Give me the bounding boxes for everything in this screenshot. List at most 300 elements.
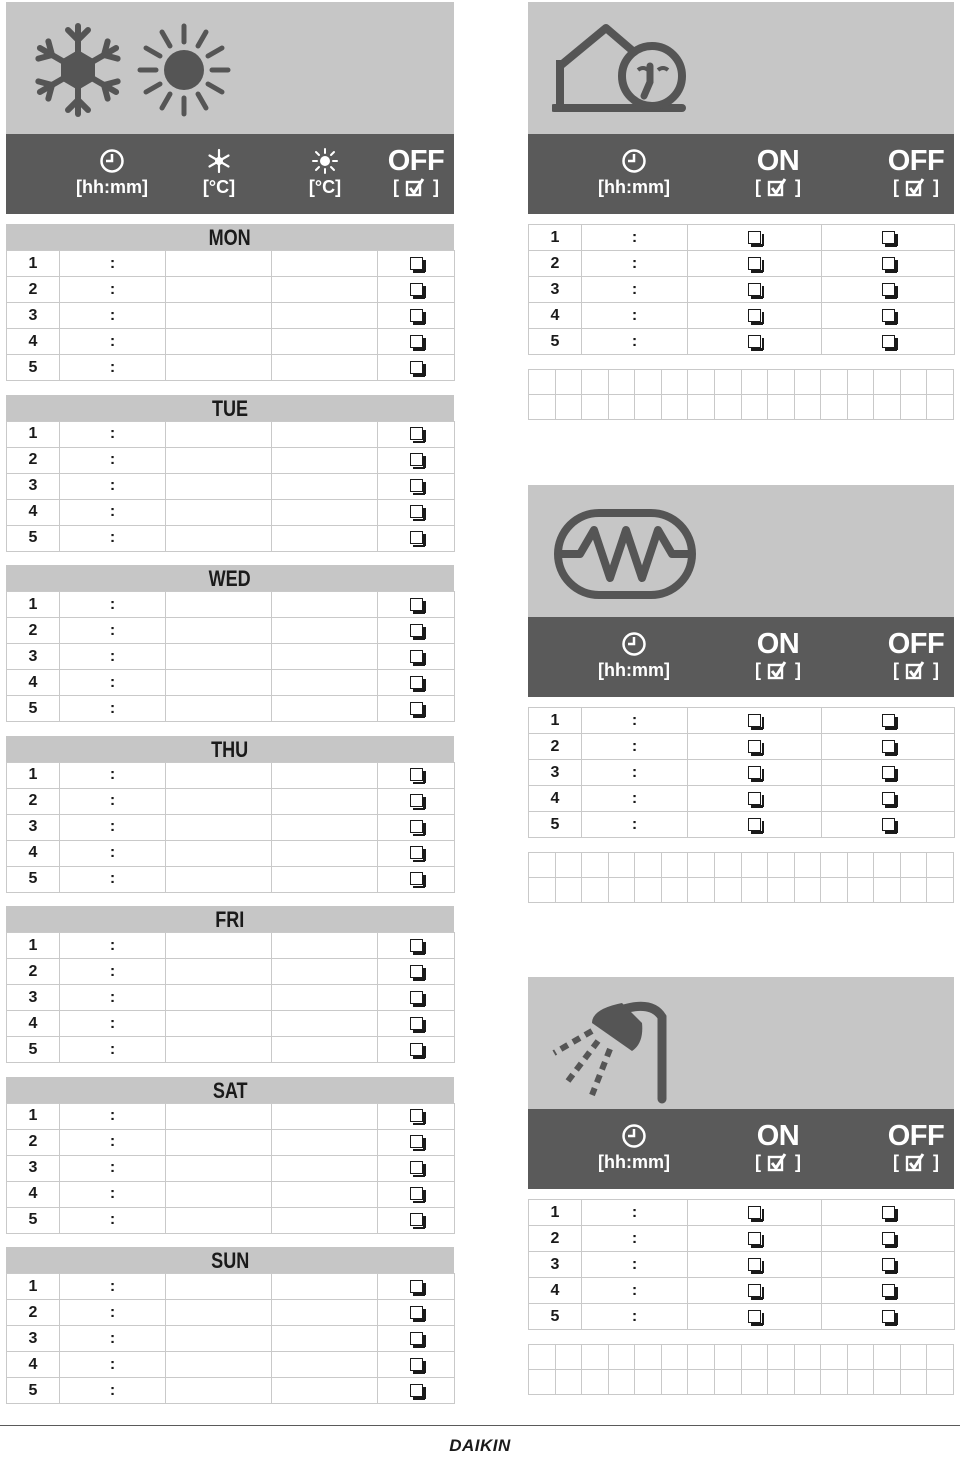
checkbox[interactable]	[748, 1232, 761, 1245]
time-field[interactable]: :	[60, 866, 166, 892]
notes-cell[interactable]	[608, 1370, 635, 1395]
checkbox[interactable]	[748, 257, 761, 270]
cool-temp-field[interactable]	[166, 1181, 272, 1207]
checkbox[interactable]	[410, 768, 423, 781]
notes-cell[interactable]	[714, 1345, 741, 1370]
cool-temp-field[interactable]	[166, 866, 272, 892]
notes-cell[interactable]	[847, 878, 874, 903]
notes-cell[interactable]	[661, 1370, 688, 1395]
notes-cell[interactable]	[847, 370, 874, 395]
notes-cell[interactable]	[714, 395, 741, 420]
checkbox[interactable]	[882, 257, 895, 270]
time-field[interactable]: :	[60, 1207, 166, 1233]
notes-cell[interactable]	[900, 1370, 927, 1395]
heat-temp-field[interactable]	[272, 1011, 378, 1037]
checkbox[interactable]	[410, 1213, 423, 1226]
notes-cell[interactable]	[555, 370, 582, 395]
notes-cell[interactable]	[529, 1345, 556, 1370]
notes-cell[interactable]	[608, 395, 635, 420]
notes-cell[interactable]	[847, 1345, 874, 1370]
on-label: ON	[756, 1120, 800, 1152]
notes-cell[interactable]	[900, 878, 927, 903]
day-name: SAT	[212, 1077, 248, 1103]
time-field[interactable]: :	[60, 1155, 166, 1181]
time-field[interactable]: :	[60, 303, 166, 329]
notes-cell[interactable]	[768, 370, 795, 395]
heat-temp-field[interactable]	[272, 959, 378, 985]
off-checkbox-cell	[378, 525, 455, 551]
heat-temp-field[interactable]	[272, 303, 378, 329]
checkbox[interactable]	[410, 1135, 423, 1148]
time-field[interactable]: :	[60, 670, 166, 696]
time-field[interactable]: :	[582, 277, 688, 303]
cool-temp-field[interactable]	[166, 1011, 272, 1037]
heat-temp-field[interactable]	[272, 447, 378, 473]
cool-temp-field[interactable]	[166, 618, 272, 644]
time-unit-label: [hh:mm]	[598, 1152, 670, 1172]
notes-cell[interactable]	[529, 395, 556, 420]
cool-temp-field[interactable]	[166, 1037, 272, 1063]
notes-cell[interactable]	[608, 853, 635, 878]
cool-temp-field[interactable]	[166, 1274, 272, 1300]
checkbox[interactable]	[748, 309, 761, 322]
notes-cell[interactable]	[741, 370, 768, 395]
cool-temp-field[interactable]	[166, 670, 272, 696]
cool-temp-field[interactable]	[166, 644, 272, 670]
notes-cell[interactable]	[582, 370, 609, 395]
checkbox[interactable]	[882, 1310, 895, 1323]
notes-cell[interactable]	[741, 395, 768, 420]
notes-cell[interactable]	[794, 1370, 821, 1395]
time-field[interactable]: :	[582, 812, 688, 838]
checkbox[interactable]	[410, 1332, 423, 1345]
checkbox[interactable]	[748, 1206, 761, 1219]
checkbox[interactable]	[882, 1232, 895, 1245]
notes-cell[interactable]	[661, 395, 688, 420]
notes-cell[interactable]	[847, 395, 874, 420]
time-field[interactable]: :	[582, 786, 688, 812]
row-number: 3	[7, 644, 60, 670]
notes-cell[interactable]	[794, 853, 821, 878]
checkbox[interactable]	[410, 598, 423, 611]
notes-cell[interactable]	[635, 853, 662, 878]
notes-cell[interactable]	[582, 395, 609, 420]
table-row	[529, 786, 955, 812]
time-field[interactable]: :	[60, 592, 166, 618]
notes-cell[interactable]	[927, 1370, 954, 1395]
cool-temp-field[interactable]	[166, 788, 272, 814]
notes-cell[interactable]	[768, 395, 795, 420]
checkbox[interactable]	[410, 1109, 423, 1122]
heat-temp-field[interactable]	[272, 1103, 378, 1129]
notes-cell[interactable]	[661, 853, 688, 878]
cool-temp-field[interactable]	[166, 1326, 272, 1352]
time-field[interactable]: :	[60, 840, 166, 866]
time-field[interactable]: :	[60, 985, 166, 1011]
notes-cell[interactable]	[794, 370, 821, 395]
notes-cell[interactable]	[555, 878, 582, 903]
checkbox[interactable]	[748, 283, 761, 296]
heat-temp-field[interactable]	[272, 1129, 378, 1155]
notes-cell[interactable]	[635, 1345, 662, 1370]
cool-temp-field[interactable]	[166, 840, 272, 866]
checkbox[interactable]	[748, 231, 761, 244]
time-field[interactable]: :	[60, 1129, 166, 1155]
heat-temp-field[interactable]	[272, 1352, 378, 1378]
checkbox[interactable]	[748, 714, 761, 727]
table-row	[7, 762, 455, 788]
checkbox[interactable]	[882, 1206, 895, 1219]
notes-cell[interactable]	[927, 395, 954, 420]
notes-cell[interactable]	[900, 853, 927, 878]
notes-cell[interactable]	[635, 395, 662, 420]
notes-cell[interactable]	[794, 395, 821, 420]
time-field[interactable]: :	[60, 1326, 166, 1352]
notes-cell[interactable]	[874, 853, 901, 878]
notes-cell[interactable]	[635, 878, 662, 903]
cool-temp-field[interactable]	[166, 814, 272, 840]
heat-temp-field[interactable]	[272, 644, 378, 670]
time-field[interactable]: :	[582, 1252, 688, 1278]
notes-cell[interactable]	[635, 1370, 662, 1395]
notes-cell[interactable]	[874, 878, 901, 903]
time-field[interactable]: :	[60, 814, 166, 840]
time-field[interactable]: :	[60, 696, 166, 722]
time-field[interactable]: :	[60, 447, 166, 473]
checkbox[interactable]	[410, 794, 423, 807]
cool-temp-field[interactable]	[166, 762, 272, 788]
time-field[interactable]: :	[60, 1037, 166, 1063]
notes-cell[interactable]	[714, 370, 741, 395]
checkbox[interactable]	[410, 846, 423, 859]
notes-cell[interactable]	[741, 1345, 768, 1370]
cool-temp-field[interactable]	[166, 355, 272, 381]
checkbox[interactable]	[410, 505, 423, 518]
notes-cell[interactable]	[714, 878, 741, 903]
notes-cell[interactable]	[688, 878, 715, 903]
notes-cell[interactable]	[741, 853, 768, 878]
cool-temp-field[interactable]	[166, 525, 272, 551]
heat-temp-field[interactable]	[272, 1207, 378, 1233]
notes-cell[interactable]	[582, 878, 609, 903]
checkbox[interactable]	[410, 965, 423, 978]
checkbox[interactable]	[410, 479, 423, 492]
checkbox[interactable]	[882, 231, 895, 244]
cool-temp-field[interactable]	[166, 1300, 272, 1326]
time-field[interactable]: :	[60, 1378, 166, 1404]
time-field[interactable]: :	[582, 1304, 688, 1330]
heat-temp-field[interactable]	[272, 618, 378, 644]
cool-temp-field[interactable]	[166, 985, 272, 1011]
heat-temp-field[interactable]	[272, 1326, 378, 1352]
checkbox[interactable]	[748, 792, 761, 805]
heat-temp-field[interactable]	[272, 696, 378, 722]
checkbox[interactable]	[410, 676, 423, 689]
time-field[interactable]: :	[60, 1300, 166, 1326]
heat-temp-field[interactable]	[272, 985, 378, 1011]
notes-cell[interactable]	[555, 1345, 582, 1370]
checkbox[interactable]	[410, 427, 423, 440]
heat-temp-field[interactable]	[272, 788, 378, 814]
cool-temp-field[interactable]	[166, 1207, 272, 1233]
heat-temp-field[interactable]	[272, 1037, 378, 1063]
checkbox[interactable]	[410, 257, 423, 270]
checkbox[interactable]	[410, 1187, 423, 1200]
off-checkbox-cell	[378, 1037, 455, 1063]
notes-cell[interactable]	[821, 1345, 848, 1370]
time-field[interactable]: :	[60, 473, 166, 499]
cool-temp-field[interactable]	[166, 1155, 272, 1181]
checkbox[interactable]	[410, 872, 423, 885]
checkbox[interactable]	[882, 309, 895, 322]
notes-cell[interactable]	[608, 370, 635, 395]
heat-temp-field[interactable]	[272, 670, 378, 696]
checkbox[interactable]	[882, 1284, 895, 1297]
time-field[interactable]: :	[60, 1103, 166, 1129]
notes-cell[interactable]	[900, 1345, 927, 1370]
notes-cell[interactable]	[661, 1345, 688, 1370]
notes-cell[interactable]	[927, 370, 954, 395]
notes-cell[interactable]	[555, 1370, 582, 1395]
heat-temp-field[interactable]	[272, 499, 378, 525]
notes-cell[interactable]	[821, 1370, 848, 1395]
checkbox[interactable]	[748, 335, 761, 348]
notes-cell[interactable]	[874, 1370, 901, 1395]
notes-cell[interactable]	[741, 878, 768, 903]
checkbox[interactable]	[748, 1258, 761, 1271]
time-field[interactable]: :	[60, 329, 166, 355]
notes-cell[interactable]	[608, 878, 635, 903]
checkbox[interactable]	[410, 1358, 423, 1371]
cool-temp-field[interactable]	[166, 251, 272, 277]
time-field[interactable]: :	[60, 959, 166, 985]
cool-temp-field[interactable]	[166, 933, 272, 959]
notes-cell[interactable]	[529, 370, 556, 395]
cool-temp-field[interactable]	[166, 277, 272, 303]
cool-temp-field[interactable]	[166, 696, 272, 722]
notes-cell[interactable]	[821, 878, 848, 903]
off-checkbox-cell	[822, 1200, 955, 1226]
notes-cell[interactable]	[529, 853, 556, 878]
notes-cell[interactable]	[821, 853, 848, 878]
notes-cell[interactable]	[927, 878, 954, 903]
time-field[interactable]: :	[60, 277, 166, 303]
time-field[interactable]: :	[582, 708, 688, 734]
table-row	[529, 1278, 955, 1304]
notes-cell[interactable]	[529, 1370, 556, 1395]
notes-cell[interactable]	[768, 853, 795, 878]
checkbox[interactable]	[882, 335, 895, 348]
notes-cell[interactable]	[821, 395, 848, 420]
heat-temp-field[interactable]	[272, 592, 378, 618]
notes-cell[interactable]	[768, 1345, 795, 1370]
checkbox[interactable]	[410, 283, 423, 296]
notes-cell[interactable]	[582, 1345, 609, 1370]
heat-temp-field[interactable]	[272, 1274, 378, 1300]
heat-temp-field[interactable]	[272, 355, 378, 381]
checkbox[interactable]	[410, 624, 423, 637]
cool-temp-field[interactable]	[166, 421, 272, 447]
heat-temp-field[interactable]	[272, 814, 378, 840]
cool-temp-field[interactable]	[166, 1103, 272, 1129]
time-field[interactable]: :	[60, 1011, 166, 1037]
checkbox[interactable]	[410, 335, 423, 348]
heat-temp-field[interactable]	[272, 473, 378, 499]
time-field[interactable]: :	[60, 618, 166, 644]
time-field[interactable]: :	[60, 788, 166, 814]
time-field[interactable]: :	[582, 1226, 688, 1252]
notes-cell[interactable]	[847, 1370, 874, 1395]
heat-temp-field[interactable]	[272, 1155, 378, 1181]
checkbox[interactable]	[882, 766, 895, 779]
cool-temp-field[interactable]	[166, 592, 272, 618]
time-field[interactable]: :	[60, 251, 166, 277]
heat-temp-field[interactable]	[272, 1181, 378, 1207]
notes-cell[interactable]	[555, 395, 582, 420]
checkbox[interactable]	[748, 818, 761, 831]
cool-temp-field[interactable]	[166, 329, 272, 355]
checkbox[interactable]	[410, 991, 423, 1004]
notes-cell[interactable]	[714, 853, 741, 878]
on-checkbox-cell	[688, 708, 822, 734]
checkbox[interactable]	[410, 309, 423, 322]
notes-cell[interactable]	[741, 1370, 768, 1395]
notes-cell[interactable]	[900, 370, 927, 395]
time-field[interactable]: :	[582, 760, 688, 786]
notes-cell[interactable]	[688, 1345, 715, 1370]
checkbox[interactable]	[410, 1161, 423, 1174]
checkbox[interactable]	[410, 650, 423, 663]
notes-cell[interactable]	[794, 878, 821, 903]
checkbox[interactable]	[882, 740, 895, 753]
cool-temp-field[interactable]	[166, 499, 272, 525]
notes-cell[interactable]	[529, 878, 556, 903]
checkbox[interactable]	[882, 1258, 895, 1271]
heat-temp-field[interactable]	[272, 1300, 378, 1326]
notes-cell[interactable]	[555, 853, 582, 878]
row-number: 5	[7, 1207, 60, 1233]
heat-temp-field[interactable]	[272, 933, 378, 959]
heat-temp-field[interactable]	[272, 525, 378, 551]
cool-temp-field[interactable]	[166, 473, 272, 499]
time-field[interactable]: :	[60, 762, 166, 788]
time-field[interactable]: :	[582, 329, 688, 355]
table-row	[7, 1300, 455, 1326]
cool-temp-field[interactable]	[166, 1129, 272, 1155]
notes-cell[interactable]	[688, 853, 715, 878]
heat-temp-field[interactable]	[272, 762, 378, 788]
checkbox[interactable]	[882, 818, 895, 831]
checkbox[interactable]	[882, 792, 895, 805]
heat-temp-field[interactable]	[272, 866, 378, 892]
time-field[interactable]: :	[582, 251, 688, 277]
heat-temp-field[interactable]	[272, 277, 378, 303]
checkbox[interactable]	[882, 283, 895, 296]
time-field[interactable]: :	[582, 1200, 688, 1226]
time-field[interactable]: :	[60, 1352, 166, 1378]
heat-temp-field[interactable]	[272, 421, 378, 447]
checkbox[interactable]	[410, 1306, 423, 1319]
time-field[interactable]: :	[582, 225, 688, 251]
notes-cell[interactable]	[821, 370, 848, 395]
notes-cell[interactable]	[582, 853, 609, 878]
cool-temp-field[interactable]	[166, 447, 272, 473]
checkbox[interactable]	[410, 1017, 423, 1030]
notes-cell[interactable]	[794, 1345, 821, 1370]
notes-cell[interactable]	[582, 1370, 609, 1395]
notes-cell[interactable]	[874, 370, 901, 395]
time-field[interactable]: :	[60, 499, 166, 525]
time-field[interactable]: :	[60, 355, 166, 381]
notes-cell[interactable]	[900, 395, 927, 420]
heat-temp-field[interactable]	[272, 329, 378, 355]
checkbox[interactable]	[748, 766, 761, 779]
time-field[interactable]: :	[582, 1278, 688, 1304]
checkbox[interactable]	[410, 702, 423, 715]
notes-cell[interactable]	[874, 1345, 901, 1370]
checkbox[interactable]	[410, 453, 423, 466]
checkbox[interactable]	[882, 714, 895, 727]
time-field[interactable]: :	[60, 644, 166, 670]
cool-temp-field[interactable]	[166, 959, 272, 985]
checkbox[interactable]	[410, 531, 423, 544]
time-field[interactable]: :	[60, 421, 166, 447]
checkbox[interactable]	[410, 361, 423, 374]
checkbox[interactable]	[410, 1280, 423, 1293]
checkbox-checked-icon	[766, 660, 790, 682]
heat-temp-field[interactable]	[272, 251, 378, 277]
off-checkbox-cell	[822, 708, 955, 734]
time-field[interactable]: :	[60, 1274, 166, 1300]
notes-cell[interactable]	[688, 395, 715, 420]
notes-cell[interactable]	[688, 1370, 715, 1395]
off-checkbox-cell	[378, 277, 455, 303]
notes-cell[interactable]	[714, 1370, 741, 1395]
checkbox[interactable]	[410, 939, 423, 952]
checkbox-checked-icon	[904, 177, 928, 199]
checkbox[interactable]	[410, 1043, 423, 1056]
checkbox[interactable]	[748, 1284, 761, 1297]
cool-temp-field[interactable]	[166, 1378, 272, 1404]
notes-cell[interactable]	[847, 853, 874, 878]
checkbox[interactable]	[410, 1384, 423, 1397]
notes-cell[interactable]	[661, 370, 688, 395]
notes-cell[interactable]	[927, 853, 954, 878]
cool-temp-field[interactable]	[166, 303, 272, 329]
time-field[interactable]: :	[582, 303, 688, 329]
heat-temp-field[interactable]	[272, 1378, 378, 1404]
time-field[interactable]: :	[582, 734, 688, 760]
notes-cell[interactable]	[768, 878, 795, 903]
checkbox[interactable]	[410, 820, 423, 833]
row-number: 1	[7, 1103, 60, 1129]
notes-cell[interactable]	[927, 1345, 954, 1370]
time-field[interactable]: :	[60, 1181, 166, 1207]
cool-temp-field[interactable]	[166, 1352, 272, 1378]
time-field[interactable]: :	[60, 525, 166, 551]
table-row	[7, 1207, 455, 1233]
notes-cell[interactable]	[874, 395, 901, 420]
checkbox[interactable]	[748, 1310, 761, 1323]
checkbox[interactable]	[748, 740, 761, 753]
time-field[interactable]: :	[60, 933, 166, 959]
notes-cell[interactable]	[608, 1345, 635, 1370]
notes-cell[interactable]	[635, 370, 662, 395]
notes-cell[interactable]	[661, 878, 688, 903]
heat-temp-field[interactable]	[272, 840, 378, 866]
notes-cell[interactable]	[768, 1370, 795, 1395]
notes-cell[interactable]	[688, 370, 715, 395]
